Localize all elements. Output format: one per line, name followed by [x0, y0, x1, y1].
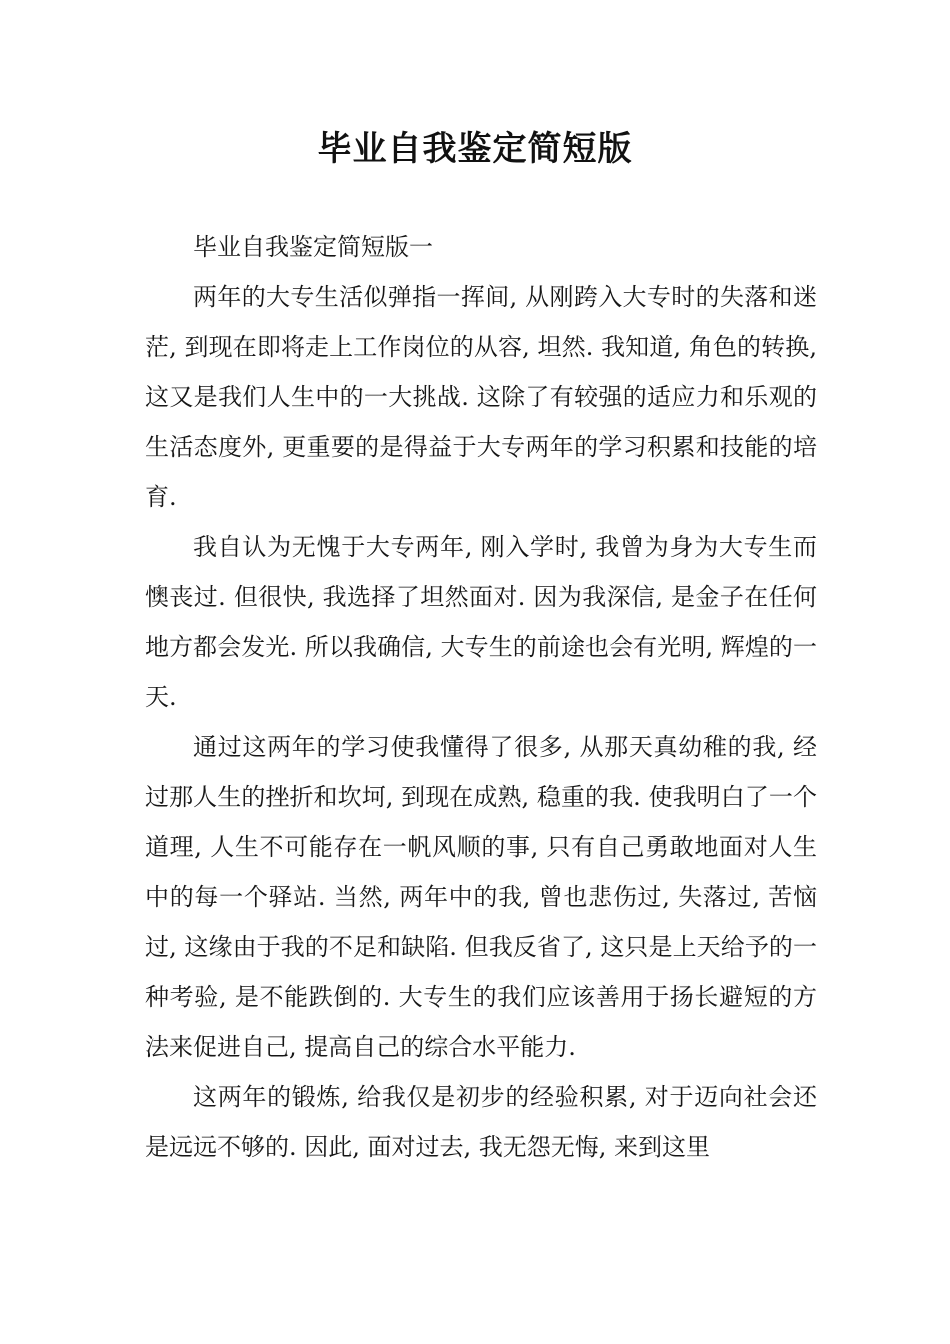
- document-title: 毕业自我鉴定简短版: [317, 129, 633, 169]
- body-paragraph: 我自认为无愧于大专两年, 刚入学时, 我曾为身为大专生而懊丧过. 但很快, 我选择了坦然面对. 因为我深信, 是金子在任何地方都会发光. 所以我确信, 大专生的前途也会有光明, 辉煌的一天.: [145, 533, 817, 711]
- body-paragraph: 通过这两年的学习使我懂得了很多, 从那天真幼稚的我, 经过那人生的挫折和坎坷, 到现在成熟, 稳重的我. 使我明白了一个道理, 人生不可能存在一帆风顺的事, 只有自己勇敢地面对人生中的每一个驿站. 当然, 两年中的我, 曾也悲伤过, 失落过, 苦恼过, 这缘由于我的不足和缺陷. 但我反省了, 这只是上天给予的一种考验, 是不能跌倒的. 大专生的我们应该善用于扬长避短的方法来促进自己, 提高自己的综合水平能力.: [145, 733, 817, 1061]
- body-paragraph: 这两年的锻炼, 给我仅是初步的经验积累, 对于迈向社会还是远远不够的. 因此, 面对过去, 我无怨无悔, 来到这里: [145, 1083, 817, 1161]
- document-body: [145, 222, 817, 1172]
- subtitle-paragraph: 毕业自我鉴定简短版一: [193, 233, 433, 261]
- body-paragraph: 两年的大专生活似弹指一挥间, 从刚跨入大专时的失落和迷茫, 到现在即将走上工作岗位的从容, 坦然. 我知道, 角色的转换, 这又是我们人生中的一大挑战. 这除了有较强的适应力和乐观的生活态度外, 更重要的是得益于大专两年的学习积累和技能的培育.: [145, 283, 817, 511]
